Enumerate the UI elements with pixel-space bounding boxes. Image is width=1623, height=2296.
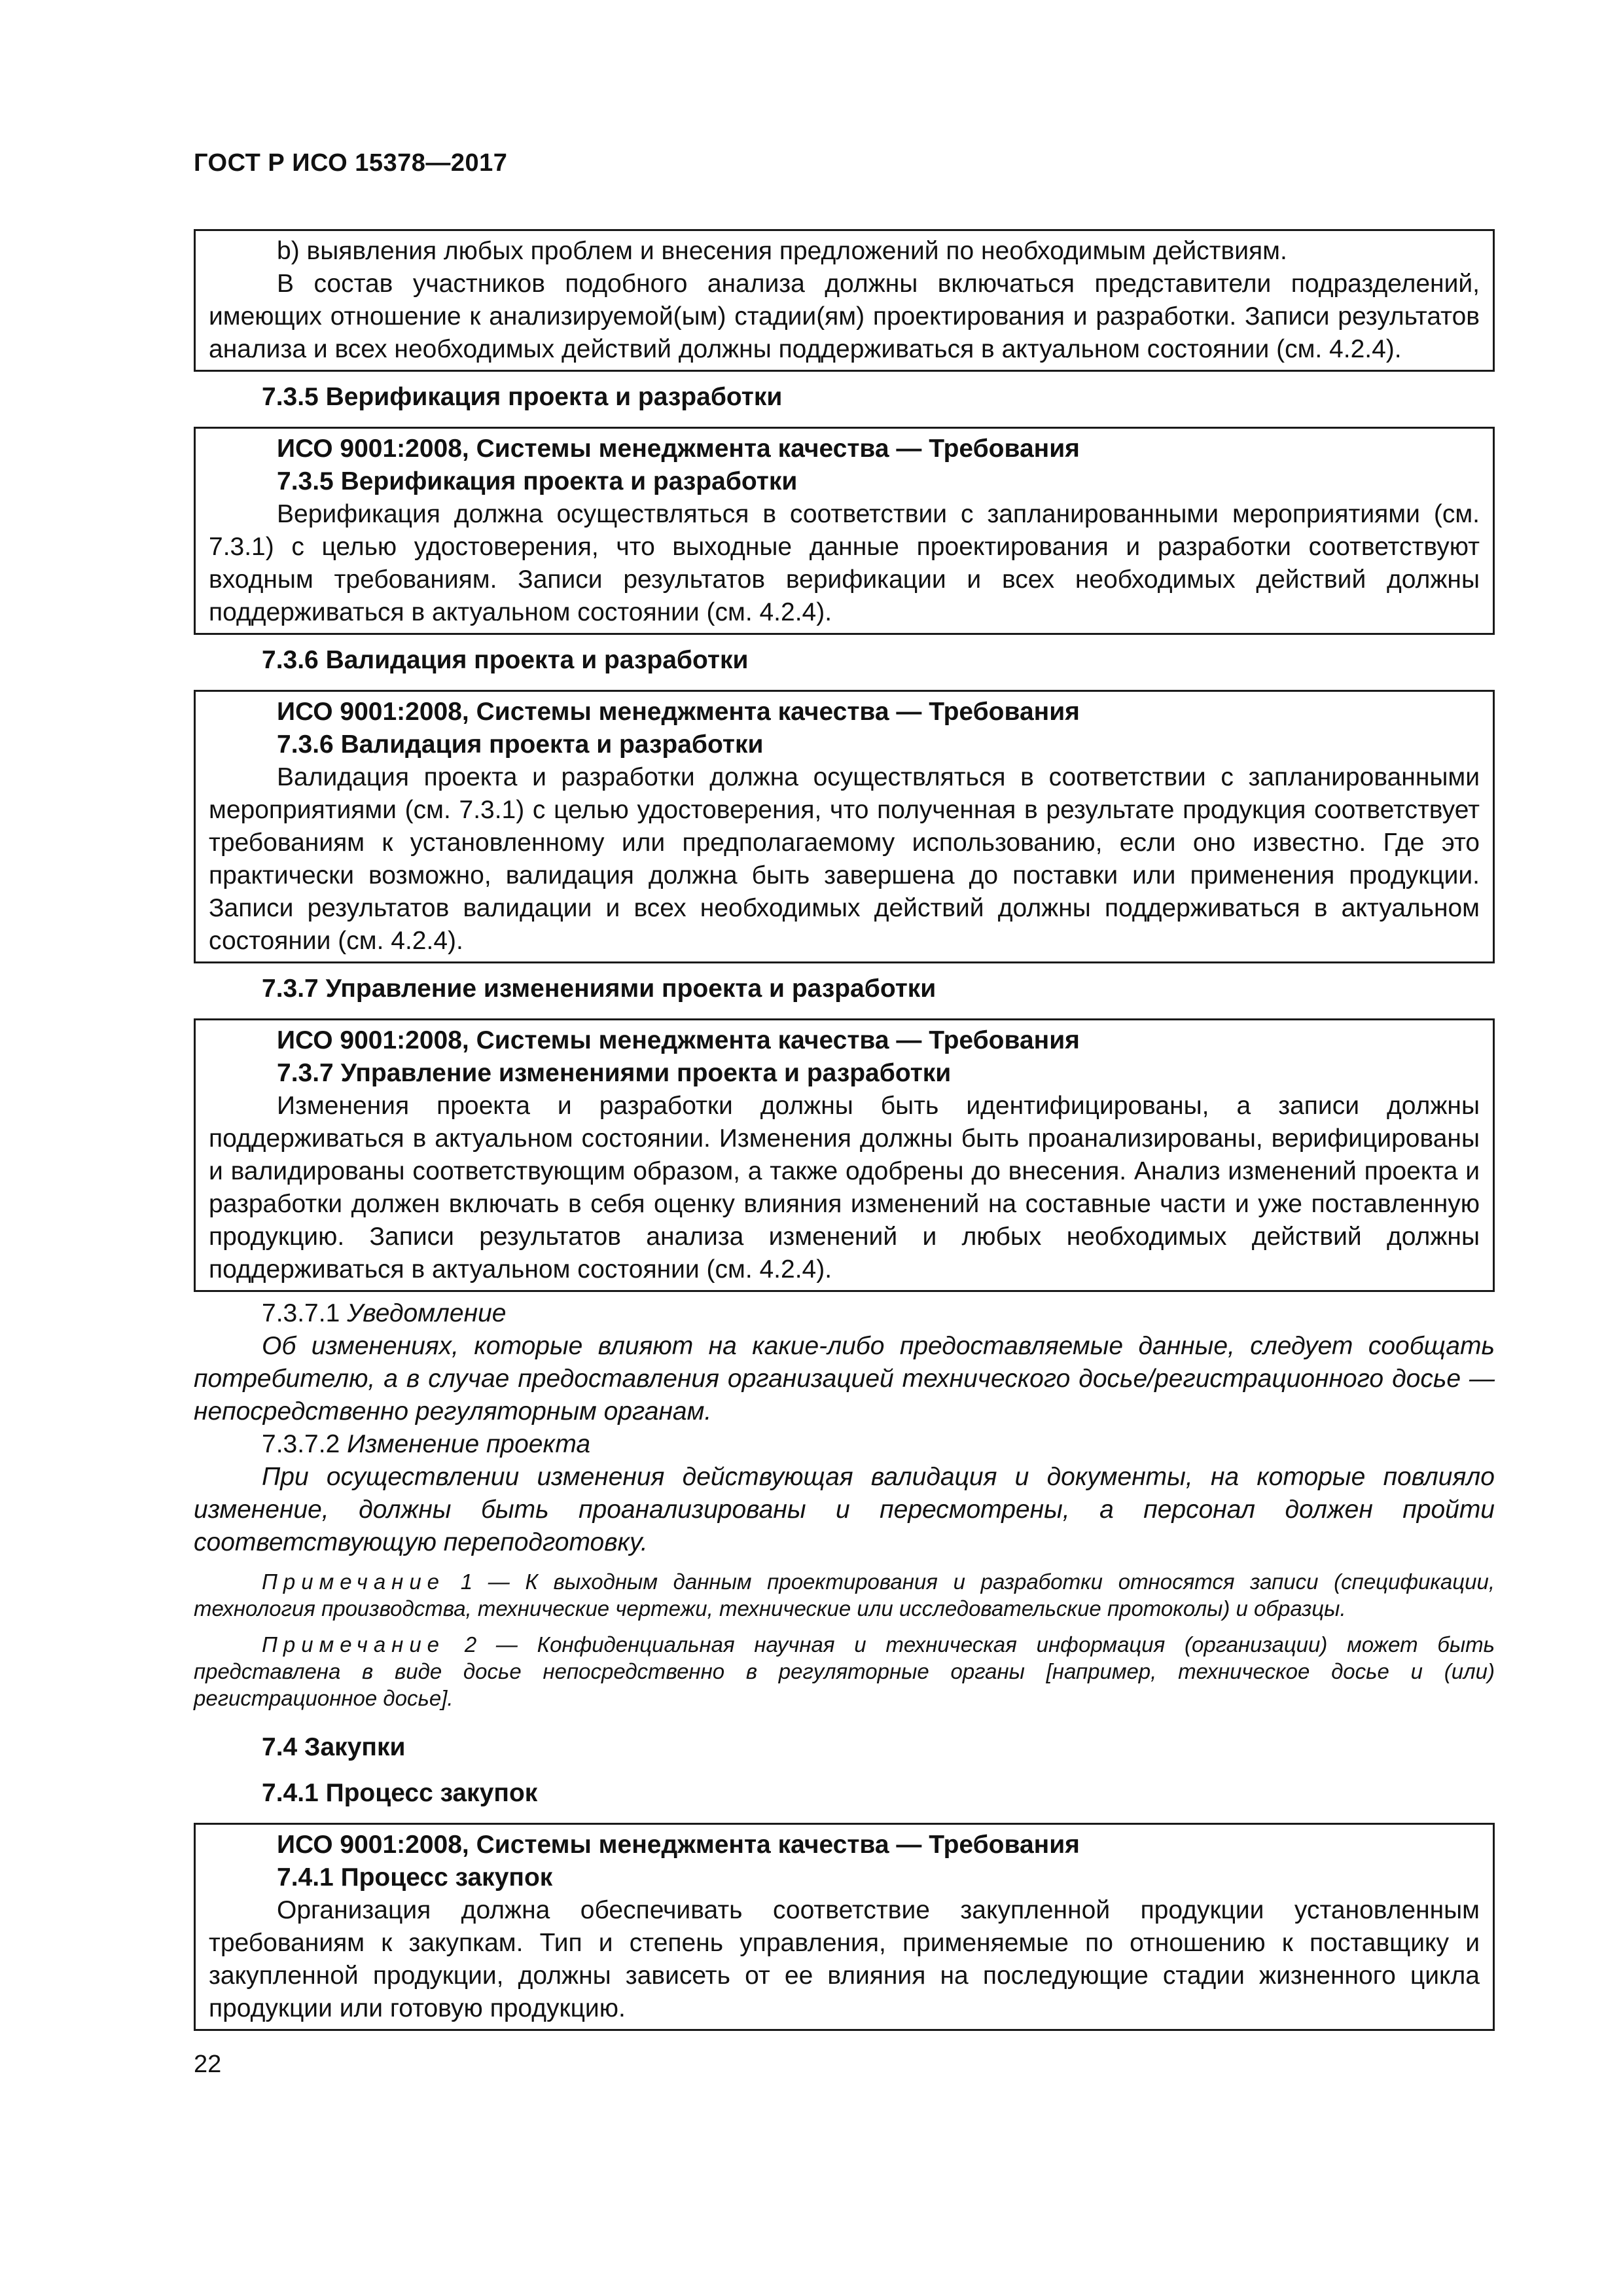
- subclause-7-3-7-2: [194, 1428, 1495, 1559]
- subclause-number: 7.3.7.1: [262, 1299, 340, 1327]
- quote-standard-title: ИСО 9001:2008, Системы менеджмента качества — Требования: [277, 435, 1080, 463]
- section-heading-7-3-5: 7.3.5 Верификация проекта и разработки: [262, 383, 783, 411]
- section-heading-7-3-7: 7.3.7 Управление изменениями проекта и разработки: [262, 975, 936, 1003]
- quote-clause-title: 7.3.7 Управление изменениями проекта и разработки: [277, 1059, 952, 1087]
- section-heading-7-4-1: 7.4.1 Процесс закупок: [262, 1779, 538, 1807]
- note-1: [194, 1568, 1495, 1622]
- subclause-text: При осуществлении изменения действующая валидация и документы, на которые повлияло изменение, должны быть проанализированы и пересмотрены, а персонал должен пройти соответствующую переподготовку.: [194, 1463, 1495, 1556]
- list-item-b: b) выявления любых проблем и внесения предложений по необходимым действиям.: [277, 237, 1287, 265]
- subclause-heading: [194, 1297, 1495, 1330]
- note-text: 1 — К выходным данным проектирования и разработки относятся записи (спецификации, технология производства, технические чертежи, технические или исследовательские протоколы) и образцы.: [194, 1570, 1495, 1621]
- quote-text: Изменения проекта и разработки должны быть идентифицированы, а записи должны поддерживаться в актуальном состоянии. Изменения должны быть проанализированы, верифицированы и валидированы соответствующим образом, а также одобрены до внесения. Анализ изменений проекта и разработки должен включать в себя оценку влияния изменений на составные части и уже поставленную продукцию. Записи результатов анализа изменений и любых необходимых действий должны поддерживаться в актуальном состоянии (см. 4.2.4).: [209, 1092, 1480, 1283]
- quote-standard-title: ИСО 9001:2008, Системы менеджмента качества — Требования: [277, 698, 1080, 726]
- note-label: Примечание: [262, 1632, 446, 1657]
- section-heading-7-3-6: 7.3.6 Валидация проекта и разработки: [262, 646, 749, 674]
- section-heading-7-4: 7.4 Закупки: [262, 1733, 406, 1761]
- quote-box-7-3-7: [194, 1018, 1495, 1292]
- quote-clause-title: 7.3.6 Валидация проекта и разработки: [277, 730, 764, 759]
- quote-standard-title: ИСО 9001:2008, Системы менеджмента качества — Требования: [277, 1831, 1080, 1859]
- quote-text: Валидация проекта и разработки должна осуществляться в соответствии с запланированными мероприятиями (см. 7.3.1) с целью удостоверения, что полученная в результате продукция соответствует требованиям к установленному или предполагаемому использованию, если оно известно. Где это практически возможно, валидация должна быть завершена до поставки или применения продукции. Записи результатов валидации и всех необходимых действий должны поддерживаться в актуальном состоянии (см. 4.2.4).: [209, 763, 1480, 955]
- quote-box-7-4-1: [194, 1823, 1495, 2031]
- quote-text: Верификация должна осуществляться в соответствии с запланированными мероприятиями (см. 7.3.1) с целью удостоверения, что выходные данные проектирования и разработки соответствуют входным требованиям. Записи результатов верификации и всех необходимых действий должны поддерживаться в актуальном состоянии (см. 4.2.4).: [209, 500, 1480, 626]
- subclause-text: Об изменениях, которые влияют на какие-либо предоставляемые данные, следует сообщать потребителю, а в случае предоставления организацией технического досье/регистрационного досье — непосредственно регуляторным органам.: [194, 1332, 1495, 1426]
- continued-quote-box: [194, 229, 1495, 372]
- note-text: 2 — Конфиденциальная научная и техническая информация (организации) может быть представлена в виде досье непосредственно в регуляторные органы [например, техническое досье и (или) регистрационное досье].: [194, 1632, 1495, 1710]
- quote-clause-title: 7.4.1 Процесс закупок: [277, 1863, 553, 1892]
- quote-box-7-3-6: [194, 690, 1495, 963]
- page-content: [194, 229, 1495, 2031]
- document-header: ГОСТ Р ИСО 15378—2017: [194, 149, 508, 177]
- quote-text: Организация должна обеспечивать соответствие закупленной продукции установленным требованиям к закупкам. Тип и степень управления, применяемые по отношению к поставщику и закупленной продукции, должны зависеть от ее влияния на последующие стадии жизненного цикла продукции или готовую продукцию.: [209, 1896, 1480, 2022]
- quote-clause-title: 7.3.5 Верификация проекта и разработки: [277, 467, 798, 495]
- subclause-heading: [194, 1428, 1495, 1461]
- note-label: Примечание: [262, 1570, 446, 1594]
- subclause-number: 7.3.7.2: [262, 1430, 340, 1458]
- quote-standard-title: ИСО 9001:2008, Системы менеджмента качества — Требования: [277, 1026, 1080, 1054]
- subclause-title: Уведомление: [347, 1299, 507, 1327]
- quote-box-7-3-5: [194, 427, 1495, 635]
- page-number: 22: [194, 2051, 222, 2078]
- body-paragraph: В состав участников подобного анализа должны включаться представители подразделений, имеющих отношение к анализируемой(ым) стадии(ям) проектирования и разработки. Записи результатов анализа и всех необходимых действий должны поддерживаться в актуальном состоянии (см. 4.2.4).: [209, 270, 1480, 363]
- subclause-title: Изменение проекта: [347, 1430, 591, 1458]
- note-2: [194, 1631, 1495, 1712]
- subclause-7-3-7-1: [194, 1297, 1495, 1428]
